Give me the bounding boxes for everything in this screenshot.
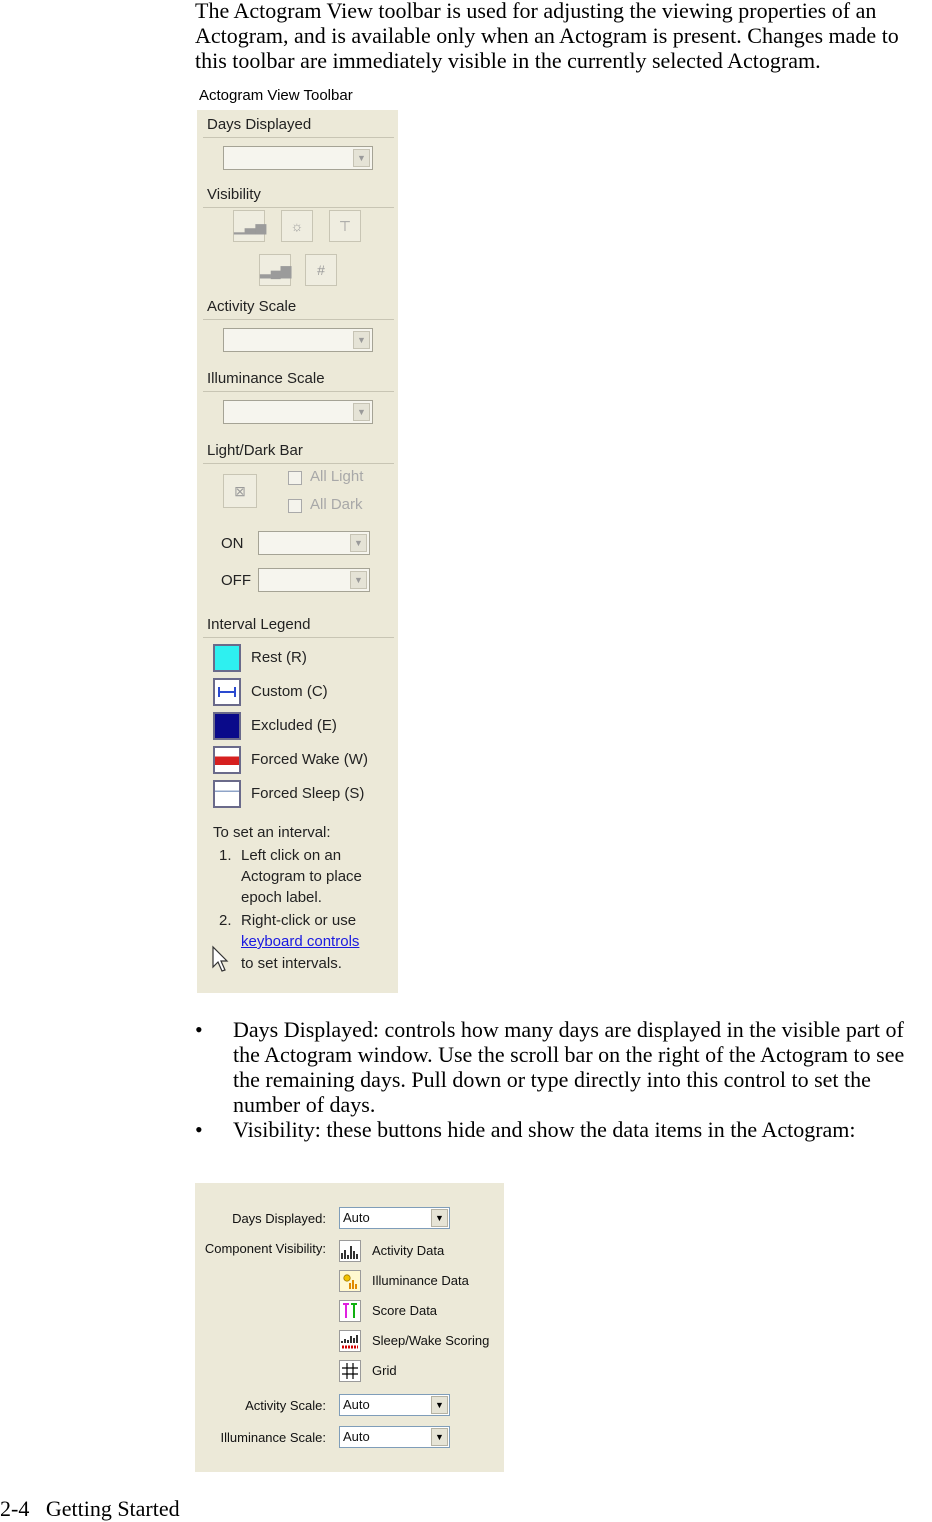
- days-displayed-heading: Days Displayed: [207, 116, 312, 133]
- chevron-down-icon[interactable]: ▼: [353, 149, 370, 167]
- grid-icon[interactable]: [339, 1360, 361, 1382]
- illuminance-toggle-button[interactable]: [281, 210, 313, 242]
- chevron-down-icon[interactable]: ▼: [431, 1428, 448, 1446]
- separator: [203, 463, 394, 464]
- forced-wake-swatch: [213, 746, 241, 774]
- all-dark-checkbox[interactable]: [288, 499, 302, 513]
- component-visibility-label: Component Visibility:: [204, 1241, 326, 1256]
- activity-scale-combo[interactable]: [223, 328, 373, 352]
- illuminance-scale-label: Illuminance Scale:: [220, 1430, 326, 1445]
- bullet-days-displayed: [195, 1017, 932, 1117]
- activity-data-icon[interactable]: [339, 1240, 361, 1262]
- separator: [203, 207, 394, 208]
- bullet-text: Days Displayed: controls how many days are displayed in the visible part of the Actogram window. Use the scroll bar on the right of the Actogram to see the remaining days. Pull down or type directly into this control to set the number of days.: [233, 1017, 905, 1117]
- custom-swatch: [213, 678, 241, 706]
- cursor-arrow-icon: [211, 945, 229, 973]
- sleep-wake-scoring-label: Sleep/Wake Scoring: [372, 1333, 490, 1348]
- legend-rest-label: Rest (R): [251, 649, 307, 666]
- sleep-wake-bars-icon: [340, 1331, 360, 1351]
- step-2-line-a: Right-click or use: [241, 912, 357, 929]
- on-label: ON: [221, 535, 244, 552]
- illuminance-scale-combo[interactable]: [223, 400, 373, 424]
- score-toggle-button[interactable]: [329, 210, 361, 242]
- sleep-wake-scoring-icon[interactable]: [339, 1330, 361, 1352]
- activity-scale-value: Auto: [343, 1397, 370, 1412]
- keyboard-controls-link[interactable]: keyboard controls: [241, 933, 360, 950]
- chevron-down-icon[interactable]: ▼: [431, 1209, 448, 1227]
- chevron-down-icon[interactable]: ▼: [350, 534, 367, 552]
- illuminance-data-label: Illuminance Data: [372, 1273, 469, 1288]
- activity-scale-select[interactable]: [339, 1394, 450, 1416]
- chevron-down-icon[interactable]: ▼: [350, 571, 367, 589]
- bullet-text: Visibility: these buttons hide and show the data items in the Actogram:: [233, 1117, 856, 1142]
- separator: [203, 137, 394, 138]
- separator: [203, 391, 394, 392]
- interval-legend-heading: Interval Legend: [207, 616, 311, 633]
- bullet-list: [195, 1017, 932, 1142]
- step-1-number: 1.: [219, 847, 232, 864]
- score-data-icon[interactable]: [339, 1300, 361, 1322]
- separator: [203, 637, 394, 638]
- step-1-line-a: Left click on an: [241, 847, 342, 864]
- grid-icon: #: [317, 262, 325, 278]
- illuminance-data-icon[interactable]: [339, 1270, 361, 1292]
- illuminance-scale-heading: Illuminance Scale: [207, 370, 325, 387]
- bullet-marker: •: [195, 1017, 203, 1042]
- all-dark-label: All Dark: [310, 496, 363, 513]
- illuminance-scale-value: Auto: [343, 1429, 370, 1444]
- score-data-label: Score Data: [372, 1303, 438, 1318]
- activity-scale-heading: Activity Scale: [207, 298, 297, 315]
- legend-forced-wake-label: Forced Wake (W): [251, 751, 368, 768]
- rest-swatch: [213, 644, 241, 672]
- component-visibility-panel: [195, 1183, 504, 1472]
- days-displayed-select[interactable]: [339, 1207, 450, 1229]
- grid-toggle-button[interactable]: [305, 254, 337, 286]
- forced-sleep-swatch: [213, 780, 241, 808]
- grid-label: Grid: [372, 1363, 397, 1378]
- step-2-line-c: to set intervals.: [241, 955, 342, 972]
- days-displayed-value: Auto: [343, 1210, 370, 1225]
- score-marker-icon: [340, 1301, 360, 1321]
- step-2-number: 2.: [219, 912, 232, 929]
- activity-bars-icon: ▁▃▅: [234, 218, 267, 234]
- chevron-down-icon[interactable]: ▼: [431, 1396, 448, 1414]
- light-dark-bar-heading: Light/Dark Bar: [207, 442, 303, 459]
- chevron-down-icon[interactable]: ▼: [353, 403, 370, 421]
- edit-bar-icon: ⊠: [234, 483, 246, 499]
- instructions-heading: To set an interval:: [213, 824, 331, 841]
- custom-interval-icon: [215, 680, 239, 704]
- page-footer: 2-4 Getting Started: [0, 1496, 180, 1521]
- legend-forced-sleep-label: Forced Sleep (S): [251, 785, 365, 802]
- sleep-wake-toggle-button[interactable]: [259, 254, 291, 286]
- intro-paragraph: The Actogram View toolbar is used for adjusting the viewing properties of an Actogram, and is available only when an Actogram is present. Changes made to this toolbar are immediately visible in the currently selected Actogram.: [195, 0, 899, 73]
- activity-data-label: Activity Data: [372, 1243, 445, 1258]
- separator: [203, 319, 394, 320]
- activity-toggle-button[interactable]: [233, 210, 265, 242]
- light-dark-edit-button[interactable]: [223, 474, 257, 508]
- legend-excluded-label: Excluded (E): [251, 717, 337, 734]
- step-1-line-b: Actogram to place: [241, 868, 362, 885]
- days-displayed-label: Days Displayed:: [232, 1211, 326, 1226]
- all-light-checkbox[interactable]: [288, 471, 302, 485]
- activity-scale-label: Activity Scale:: [245, 1398, 326, 1413]
- activity-bars-icon: [340, 1241, 360, 1261]
- toolbar-caption: Actogram View Toolbar: [199, 87, 353, 104]
- off-label: OFF: [221, 572, 251, 589]
- chevron-down-icon[interactable]: ▼: [353, 331, 370, 349]
- actogram-view-toolbar: [197, 110, 398, 993]
- grid-lines-icon: [340, 1361, 360, 1381]
- sleep-wake-icon: ▂▄▆: [260, 262, 292, 278]
- bullet-visibility: [195, 1117, 932, 1142]
- days-displayed-combo[interactable]: [223, 146, 373, 170]
- score-marker-icon: ⊤: [338, 218, 352, 234]
- illuminance-scale-select[interactable]: [339, 1426, 450, 1448]
- on-time-combo[interactable]: [258, 531, 370, 555]
- bullet-marker: •: [195, 1117, 203, 1142]
- sun-icon: [340, 1271, 360, 1291]
- excluded-swatch: [213, 712, 241, 740]
- visibility-heading: Visibility: [207, 186, 261, 203]
- off-time-combo[interactable]: [258, 568, 370, 592]
- legend-custom-label: Custom (C): [251, 683, 328, 700]
- sun-icon: ☼: [290, 218, 304, 234]
- all-light-label: All Light: [310, 468, 364, 485]
- step-1-line-c: epoch label.: [241, 889, 322, 906]
